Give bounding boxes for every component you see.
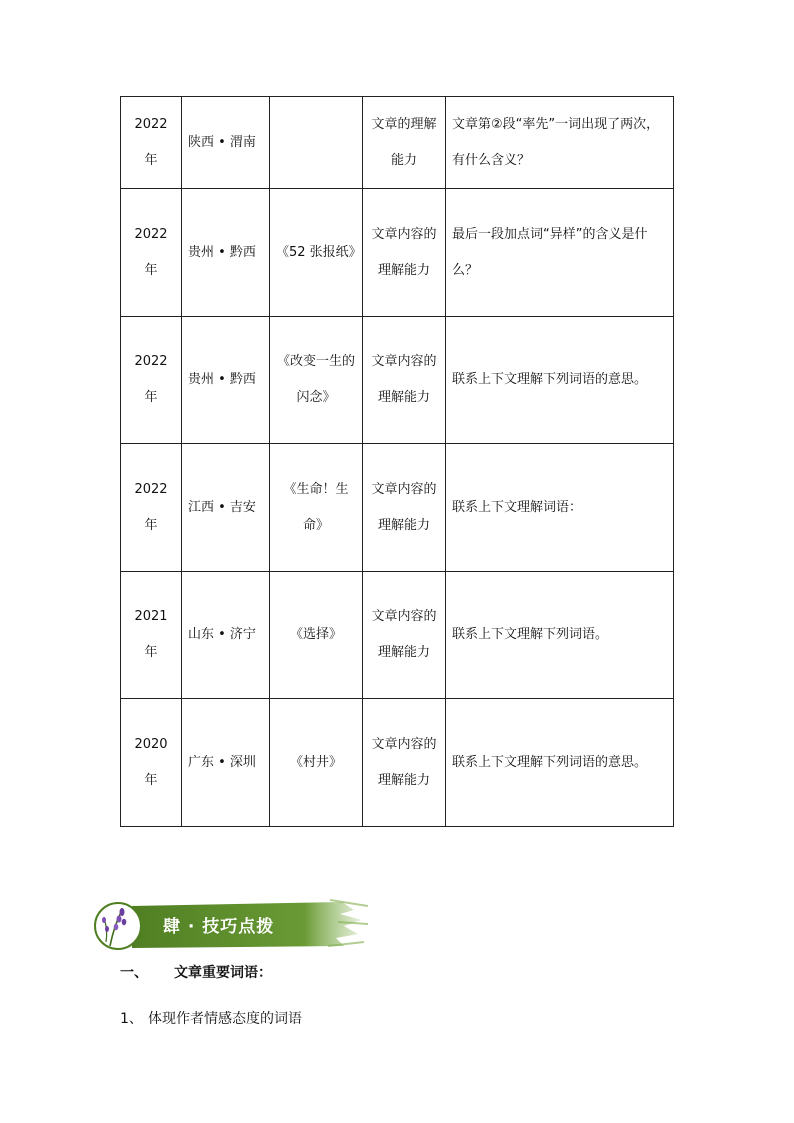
table-row	[121, 97, 674, 189]
exam-table	[120, 96, 674, 827]
section-title: 文章重要词语：	[174, 965, 272, 981]
place-cell: 贵州 • 黔西	[182, 189, 270, 317]
question-cell: 联系上下文理解下列词语。	[446, 572, 674, 699]
question-cell: 联系上下文理解下列词语的意思。	[446, 699, 674, 827]
section-heading	[120, 962, 272, 982]
title-cell: 《生命！生命》	[270, 444, 363, 572]
question-cell: 最后一段加点词“异样”的含义是什么？	[446, 189, 674, 317]
ability-cell: 文章内容的理解能力	[363, 444, 446, 572]
year-cell: 2020 年	[121, 699, 182, 827]
year-cell: 2022 年	[121, 444, 182, 572]
place-cell: 山东 • 济宁	[182, 572, 270, 699]
ability-cell: 文章内容的理解能力	[363, 317, 446, 444]
title-cell: 《改变一生的闪念》	[270, 317, 363, 444]
year-cell: 2022 年	[121, 317, 182, 444]
year-cell: 2021 年	[121, 572, 182, 699]
table-row	[121, 444, 674, 572]
title-cell: 《52 张报纸》	[270, 189, 363, 317]
place-cell: 江西 • 吉安	[182, 444, 270, 572]
subsection-title: 体现作者情感态度的词语	[148, 1011, 302, 1027]
subsection-number: 1、	[120, 1011, 143, 1027]
banner-title: 肆 · 技巧点拨	[163, 917, 275, 937]
section-number: 一、	[120, 965, 148, 981]
ability-cell: 文章内容的理解能力	[363, 189, 446, 317]
question-cell: 文章第②段“率先”一词出现了两次，有什么含义？	[446, 97, 674, 189]
ability-cell: 文章的理解能力	[363, 97, 446, 189]
place-cell: 贵州 • 黔西	[182, 317, 270, 444]
table-row	[121, 699, 674, 827]
title-cell	[270, 97, 363, 189]
ability-cell: 文章内容的理解能力	[363, 699, 446, 827]
place-cell: 陕西 • 渭南	[182, 97, 270, 189]
title-cell: 《村井》	[270, 699, 363, 827]
ability-cell: 文章内容的理解能力	[363, 572, 446, 699]
place-cell: 广东 • 深圳	[182, 699, 270, 827]
question-cell: 联系上下文理解词语：	[446, 444, 674, 572]
year-cell: 2022 年	[121, 97, 182, 189]
year-cell: 2022 年	[121, 189, 182, 317]
title-cell: 《选择》	[270, 572, 363, 699]
subsection-heading	[120, 1008, 302, 1028]
table-row	[121, 317, 674, 444]
table-row	[121, 189, 674, 317]
table-row	[121, 572, 674, 699]
question-cell: 联系上下文理解下列词语的意思。	[446, 317, 674, 444]
